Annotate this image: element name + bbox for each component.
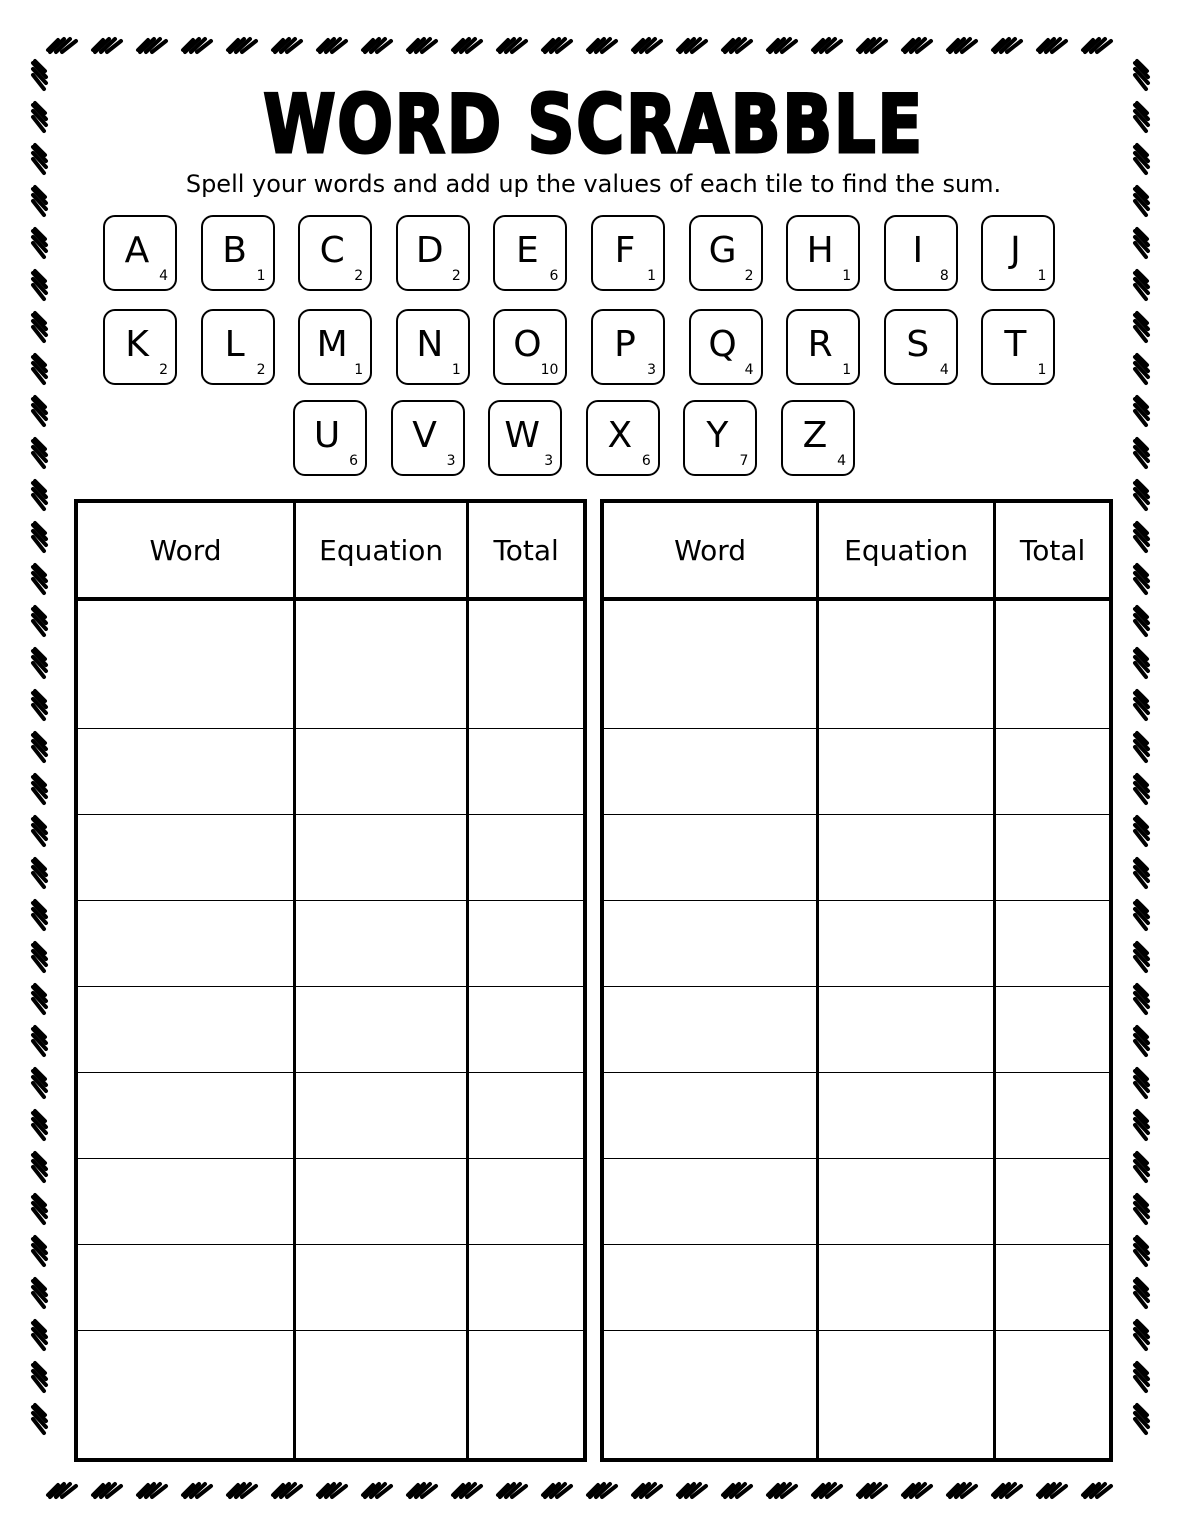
- scribble-mark: [33, 145, 46, 173]
- page-title: WORD SCRABBLE: [263, 78, 924, 171]
- header-total: Total: [468, 501, 585, 599]
- scribble-mark: [33, 439, 46, 467]
- tile-value: 3: [544, 453, 554, 469]
- scribble-mark: [138, 1484, 166, 1497]
- scribble-mark: [1135, 1153, 1148, 1181]
- scribble-mark: [48, 39, 76, 52]
- word-cell[interactable]: [76, 1159, 295, 1245]
- scribble-mark: [33, 1111, 46, 1139]
- scribble-mark: [993, 39, 1021, 52]
- tile-value: 6: [549, 268, 559, 284]
- scribble-mark: [633, 39, 661, 52]
- scribble-mark: [903, 39, 931, 52]
- table-row: [602, 1073, 1111, 1159]
- equation-cell[interactable]: [295, 986, 468, 1072]
- table-row: [76, 1159, 585, 1245]
- letter-tile: [201, 309, 275, 385]
- table-row: [602, 814, 1111, 900]
- equation-cell[interactable]: [818, 1245, 995, 1331]
- letter-tile: [786, 215, 860, 291]
- scribble-mark: [768, 1484, 796, 1497]
- word-cell[interactable]: [602, 1331, 818, 1460]
- scribble-mark: [33, 901, 46, 929]
- letter-tile: [781, 400, 855, 476]
- table-row: [76, 900, 585, 986]
- scribble-mark: [33, 943, 46, 971]
- scribble-mark: [1135, 1195, 1148, 1223]
- tile-value: 1: [256, 268, 266, 284]
- tile-letter: O: [513, 324, 542, 365]
- tile-letter: B: [222, 230, 247, 271]
- instructions: Spell your words and add up the values of each tile to find the sum.: [185, 170, 1002, 198]
- table-row: [76, 1245, 585, 1331]
- tile-value: 4: [837, 453, 846, 469]
- scribble-mark: [33, 1153, 46, 1181]
- scribble-mark: [723, 39, 751, 52]
- equation-cell[interactable]: [818, 814, 995, 900]
- total-cell[interactable]: [995, 1073, 1111, 1159]
- scribble-mark: [33, 817, 46, 845]
- scribble-mark: [33, 1405, 46, 1433]
- scribble-mark: [1135, 481, 1148, 509]
- tile-value: 2: [256, 362, 266, 378]
- letter-tile: [683, 400, 757, 476]
- tile-letter: F: [614, 230, 636, 271]
- tile-value: 1: [451, 362, 461, 378]
- word-cell[interactable]: [602, 599, 818, 728]
- scribble-mark: [318, 39, 346, 52]
- scribble-mark: [1135, 985, 1148, 1013]
- scribble-mark: [138, 39, 166, 52]
- tile-value: 2: [744, 268, 754, 284]
- total-cell[interactable]: [468, 1331, 585, 1460]
- letter-tile: [493, 215, 567, 291]
- table-row: [76, 1073, 585, 1159]
- word-cell[interactable]: [602, 814, 818, 900]
- equation-cell[interactable]: [818, 986, 995, 1072]
- tile-value: 3: [647, 362, 656, 378]
- word-cell[interactable]: [602, 1159, 818, 1245]
- equation-cell[interactable]: [818, 1073, 995, 1159]
- equation-cell[interactable]: [295, 900, 468, 986]
- table-row: [602, 986, 1111, 1072]
- scribble-mark: [183, 39, 211, 52]
- scribble-mark: [1135, 355, 1148, 383]
- total-cell[interactable]: [995, 1245, 1111, 1331]
- scribble-mark: [1083, 39, 1111, 52]
- total-cell[interactable]: [468, 599, 585, 728]
- scribble-mark: [33, 859, 46, 887]
- tile-letter: L: [224, 324, 245, 365]
- word-cell[interactable]: [76, 1245, 295, 1331]
- header-word: Word: [76, 501, 295, 599]
- letter-tile: [786, 309, 860, 385]
- total-cell[interactable]: [995, 814, 1111, 900]
- scribble-mark: [588, 39, 616, 52]
- scribble-mark: [33, 775, 46, 803]
- scribble-mark: [1135, 943, 1148, 971]
- table-row: [602, 728, 1111, 814]
- word-cell[interactable]: [602, 900, 818, 986]
- equation-cell[interactable]: [818, 900, 995, 986]
- tile-letter: J: [1010, 230, 1021, 271]
- tile-value: 8: [939, 268, 949, 284]
- scribble-mark: [33, 985, 46, 1013]
- scribble-mark: [453, 39, 481, 52]
- tile-letter: S: [906, 324, 930, 365]
- scribble-mark: [498, 39, 526, 52]
- tile-value: 1: [354, 362, 364, 378]
- scribble-mark: [33, 271, 46, 299]
- scribble-mark: [1135, 859, 1148, 887]
- total-cell[interactable]: [995, 1159, 1111, 1245]
- tile-value: 1: [842, 362, 852, 378]
- word-cell[interactable]: [76, 814, 295, 900]
- scribble-mark: [453, 1484, 481, 1497]
- letter-tile: [981, 215, 1055, 291]
- scribble-mark: [1135, 103, 1148, 131]
- scribble-mark: [813, 1484, 841, 1497]
- table-row: [76, 814, 585, 900]
- total-cell[interactable]: [995, 900, 1111, 986]
- scribble-mark: [228, 1484, 256, 1497]
- scribble-mark: [1135, 817, 1148, 845]
- scribble-mark: [33, 355, 46, 383]
- letter-tile: [293, 400, 367, 476]
- equation-cell[interactable]: [295, 728, 468, 814]
- scribble-mark: [948, 39, 976, 52]
- scribble-mark: [408, 39, 436, 52]
- word-table-left: [74, 499, 587, 1462]
- scribble-mark: [1135, 691, 1148, 719]
- scribble-mark: [1135, 901, 1148, 929]
- total-cell[interactable]: [468, 814, 585, 900]
- table-row: [602, 1331, 1111, 1460]
- scribble-mark: [1135, 439, 1148, 467]
- scribble-mark: [1135, 1237, 1148, 1265]
- scribble-mark: [543, 39, 571, 52]
- total-cell[interactable]: [468, 728, 585, 814]
- equation-cell[interactable]: [295, 814, 468, 900]
- letter-tile: [689, 309, 763, 385]
- header-equation: Equation: [818, 501, 995, 599]
- letter-tile: [103, 215, 177, 291]
- header-total: Total: [995, 501, 1111, 599]
- scribble-mark: [33, 1195, 46, 1223]
- scribble-mark: [993, 1484, 1021, 1497]
- header-word: Word: [602, 501, 818, 599]
- scribble-mark: [33, 61, 46, 89]
- letter-tile: [884, 309, 958, 385]
- scribble-mark: [93, 39, 121, 52]
- equation-cell[interactable]: [818, 728, 995, 814]
- letter-tile: [391, 400, 465, 476]
- tile-letter: E: [516, 230, 539, 271]
- word-cell[interactable]: [602, 986, 818, 1072]
- tile-letter: R: [807, 324, 833, 365]
- header-equation: Equation: [295, 501, 468, 599]
- total-cell[interactable]: [995, 728, 1111, 814]
- tile-letter: A: [124, 230, 150, 271]
- scribble-mark: [1135, 1111, 1148, 1139]
- equation-cell[interactable]: [295, 1073, 468, 1159]
- scribble-mark: [228, 39, 256, 52]
- letter-tile: [201, 215, 275, 291]
- scribble-mark: [1038, 1484, 1066, 1497]
- letter-tile: [298, 215, 372, 291]
- scribble-mark: [1083, 1484, 1111, 1497]
- scribble-mark: [33, 733, 46, 761]
- scribble-mark: [948, 1484, 976, 1497]
- scribble-mark: [768, 39, 796, 52]
- scribble-mark: [33, 607, 46, 635]
- letter-tile: [488, 400, 562, 476]
- tile-letter: T: [1004, 324, 1027, 365]
- tile-value: 1: [647, 268, 656, 284]
- word-cell[interactable]: [76, 986, 295, 1072]
- scribble-mark: [273, 39, 301, 52]
- tile-value: 2: [354, 268, 364, 284]
- scribble-mark: [1135, 1405, 1148, 1433]
- total-cell[interactable]: [468, 1159, 585, 1245]
- tile-value: 4: [159, 268, 168, 284]
- word-cell[interactable]: [602, 1245, 818, 1331]
- tile-letter: X: [607, 415, 633, 456]
- scribble-mark: [273, 1484, 301, 1497]
- scribble-mark: [33, 481, 46, 509]
- scribble-mark: [183, 1484, 211, 1497]
- tile-letter: Q: [708, 324, 737, 365]
- tile-value: 1: [842, 268, 852, 284]
- table-row: [602, 1245, 1111, 1331]
- tile-letter: I: [912, 230, 924, 271]
- tile-letter: C: [319, 230, 345, 271]
- word-cell[interactable]: [602, 728, 818, 814]
- table-row: [76, 1331, 585, 1460]
- scribble-mark: [678, 1484, 706, 1497]
- equation-cell[interactable]: [818, 1159, 995, 1245]
- word-cell[interactable]: [76, 1073, 295, 1159]
- scribble-mark: [48, 1484, 76, 1497]
- equation-cell[interactable]: [295, 1245, 468, 1331]
- equation-cell[interactable]: [295, 1159, 468, 1245]
- scribble-mark: [903, 1484, 931, 1497]
- total-cell[interactable]: [468, 1245, 585, 1331]
- tile-value: 4: [939, 362, 949, 378]
- scribble-mark: [1135, 313, 1148, 341]
- scribble-mark: [1135, 1321, 1148, 1349]
- letter-tile: [396, 215, 470, 291]
- tile-letter: D: [415, 230, 444, 271]
- tile-letter: Y: [706, 415, 729, 456]
- scribble-mark: [33, 229, 46, 257]
- total-cell[interactable]: [468, 900, 585, 986]
- scribble-mark: [33, 103, 46, 131]
- scribble-mark: [1135, 61, 1148, 89]
- scribble-mark: [1135, 523, 1148, 551]
- letter-tile: [298, 309, 372, 385]
- letter-tile: [591, 309, 665, 385]
- word-cell[interactable]: [76, 599, 295, 728]
- tile-value: 6: [349, 453, 358, 469]
- tile-value: 2: [159, 362, 168, 378]
- scribble-mark: [33, 1363, 46, 1391]
- word-cell[interactable]: [76, 728, 295, 814]
- scribble-mark: [33, 313, 46, 341]
- tile-value: 10: [540, 362, 559, 378]
- tile-value: 6: [641, 453, 651, 469]
- scribble-mark: [1135, 733, 1148, 761]
- total-cell[interactable]: [995, 1331, 1111, 1460]
- table-row: [76, 986, 585, 1072]
- letter-tile: [103, 309, 177, 385]
- scribble-mark: [498, 1484, 526, 1497]
- scribble-mark: [1135, 607, 1148, 635]
- tile-letter: W: [504, 415, 540, 456]
- table-row: [76, 599, 585, 728]
- scribble-mark: [1135, 649, 1148, 677]
- tile-letter: P: [614, 324, 636, 365]
- word-cell[interactable]: [602, 1073, 818, 1159]
- total-cell[interactable]: [468, 986, 585, 1072]
- letter-tile: [591, 215, 665, 291]
- tile-value: 1: [1037, 268, 1047, 284]
- scribble-mark: [543, 1484, 571, 1497]
- tile-letter: N: [416, 324, 444, 365]
- scribble-mark: [1135, 565, 1148, 593]
- word-cell[interactable]: [76, 1331, 295, 1460]
- scribble-mark: [858, 39, 886, 52]
- scribble-mark: [33, 523, 46, 551]
- scribble-mark: [363, 39, 391, 52]
- scribble-mark: [1135, 1027, 1148, 1055]
- scribble-mark: [363, 1484, 391, 1497]
- scribble-mark: [33, 1069, 46, 1097]
- table-row: [602, 1159, 1111, 1245]
- scribble-mark: [1135, 271, 1148, 299]
- scribble-mark: [678, 39, 706, 52]
- scribble-mark: [858, 1484, 886, 1497]
- scribble-mark: [318, 1484, 346, 1497]
- letter-tile: [689, 215, 763, 291]
- scribble-mark: [33, 1027, 46, 1055]
- letter-tile: [396, 309, 470, 385]
- scribble-mark: [33, 565, 46, 593]
- scribble-mark: [33, 1237, 46, 1265]
- scribble-mark: [1038, 39, 1066, 52]
- scribble-mark: [1135, 1069, 1148, 1097]
- table-row: [602, 900, 1111, 986]
- tile-value: 4: [744, 362, 754, 378]
- tile-value: 1: [1037, 362, 1047, 378]
- tile-letter: K: [125, 324, 149, 365]
- tile-letter: H: [806, 230, 834, 271]
- scribble-mark: [1135, 145, 1148, 173]
- scribble-mark: [1135, 229, 1148, 257]
- scribble-mark: [1135, 1363, 1148, 1391]
- letter-tile: [586, 400, 660, 476]
- table-row: [602, 599, 1111, 728]
- scribble-mark: [33, 1279, 46, 1307]
- tile-value: 2: [451, 268, 461, 284]
- equation-cell[interactable]: [818, 1331, 995, 1460]
- equation-cell[interactable]: [295, 599, 468, 728]
- scribble-mark: [33, 1321, 46, 1349]
- scribble-mark: [633, 1484, 661, 1497]
- tile-letter: G: [708, 230, 737, 271]
- scribble-mark: [723, 1484, 751, 1497]
- word-cell[interactable]: [76, 900, 295, 986]
- equation-cell[interactable]: [295, 1331, 468, 1460]
- word-table-right: [600, 499, 1113, 1462]
- scribble-mark: [813, 39, 841, 52]
- scribble-mark: [1135, 397, 1148, 425]
- letter-tile: [981, 309, 1055, 385]
- tile-letter: Z: [802, 415, 828, 456]
- scribble-mark: [1135, 1279, 1148, 1307]
- letter-tile: [884, 215, 958, 291]
- scribble-mark: [1135, 775, 1148, 803]
- scribble-mark: [33, 691, 46, 719]
- tile-letter: U: [313, 415, 341, 456]
- equation-cell[interactable]: [818, 599, 995, 728]
- scribble-mark: [93, 1484, 121, 1497]
- table-row: [76, 728, 585, 814]
- scribble-mark: [33, 649, 46, 677]
- scribble-mark: [588, 1484, 616, 1497]
- tile-letter: M: [316, 324, 348, 365]
- scribble-mark: [408, 1484, 436, 1497]
- scribble-mark: [33, 397, 46, 425]
- tile-value: 3: [446, 453, 456, 469]
- total-cell[interactable]: [468, 1073, 585, 1159]
- letter-tile: [493, 309, 567, 385]
- tile-letter: V: [412, 415, 437, 456]
- total-cell[interactable]: [995, 986, 1111, 1072]
- total-cell[interactable]: [995, 599, 1111, 728]
- tile-value: 7: [739, 453, 749, 469]
